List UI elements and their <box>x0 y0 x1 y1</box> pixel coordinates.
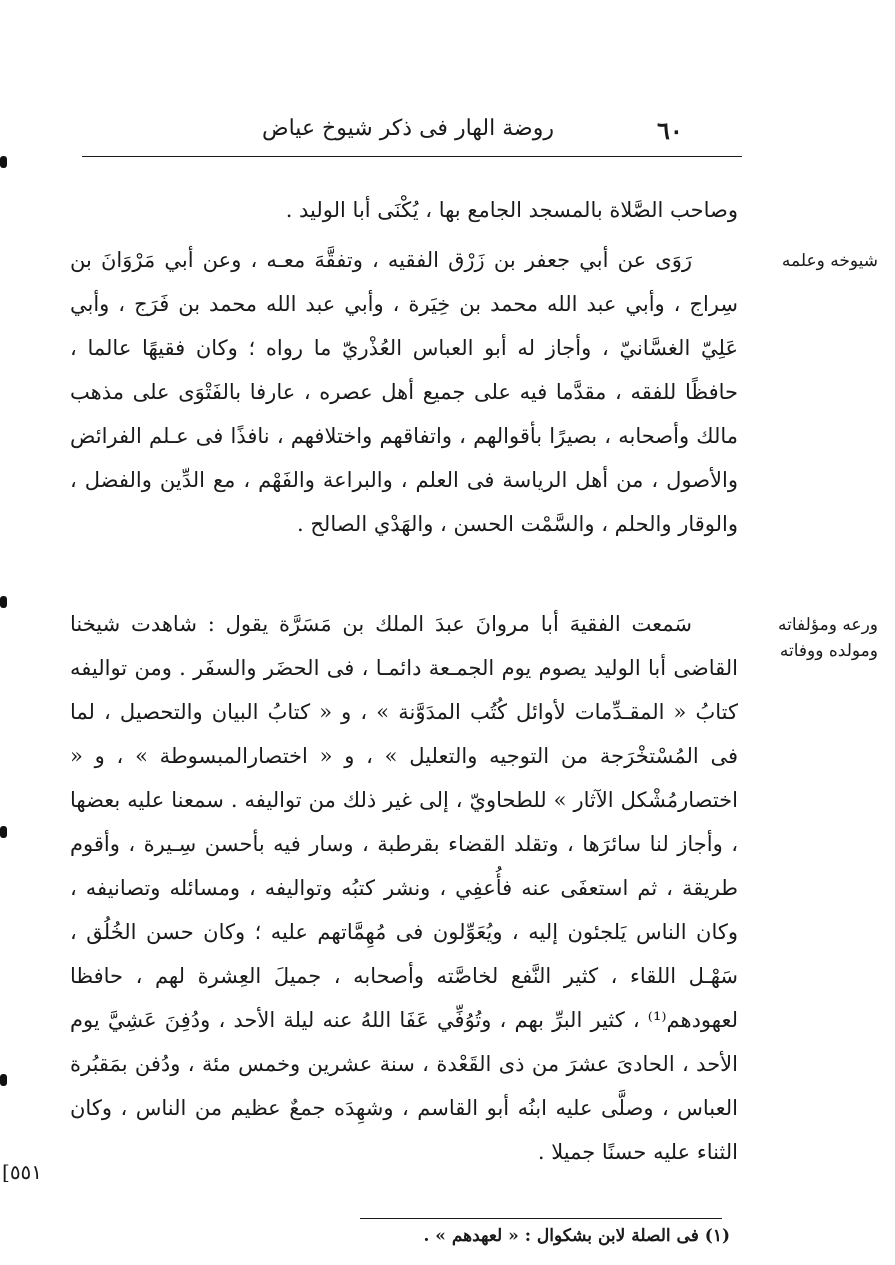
scan-edge-mark <box>0 596 7 608</box>
page-number: ٦٠ <box>657 116 683 145</box>
original-page-reference: [٥٥١ <box>2 1160 43 1184</box>
scan-edge-mark <box>0 826 7 838</box>
margin-note-piety: ورعه ومؤلفاته ومولده ووفاته <box>778 615 878 661</box>
paragraph-intro <box>70 188 738 232</box>
footnote-rule <box>360 1218 722 1219</box>
paragraph-teachers-text: رَوَى عن أبي جعفر بن زَرْق الفقيه ، وتفقَّهَ معـه ، وعن أبي مَرْوَانَ بن سِراج ، وأبي عبد الله محمد بن خِيَرة ، وأبي عبد الله محمد بن فَرَج ، وأبي عَلِيّ الغسَّانيّ ، وأجاز له أبو العباس العُذْريّ ما رواه ؛ وكان فقيهًا عالما ، حافظًا للفقه ، مقدَّما فيه على جميع أهل عصره ، عارفا بالفَتْوَى على مذهب مالك وأصحابه ، بصيرًا بأقوالهم ، واتفاقهم واختلافهم ، نافذًا فى عـلم الفرائض والأصول ، من أهل الرياسة فى العلم ، والبراعة والفَهْم ، مع الدِّين والفضل ، والوقار والحلم ، والسَّمْت الحسن ، والهَدْي الصالح . <box>70 248 738 536</box>
paragraph-intro-text: وصاحب الصَّلاة بالمسجد الجامع بها ، يُكْنَى أبا الوليد . <box>285 198 738 222</box>
paragraph-piety <box>70 602 738 1174</box>
scan-edge-mark <box>0 1074 7 1086</box>
header-rule <box>82 156 742 157</box>
margin-note-teachers: شيوخه وعلمه <box>781 251 878 271</box>
scan-edge-mark <box>0 156 7 168</box>
page-header <box>82 112 742 152</box>
running-title: روضة الهار فى ذكر شيوخ عياض <box>262 116 554 141</box>
footnote: (١) فى الصلة لابن بشكوال : « لعهدهم » . <box>423 1226 730 1246</box>
paragraph-piety-text: سَمعت الفقيهَ أبا مروانَ عبدَ الملك بن مَسَرَّة يقول : شاهدت شيخنا القاضى أبا الوليد يصوم يوم الجمـعة دائمـا ، فى الحضَر والسفَر . ومن تواليفه كتابُ « المقـدِّمات لأوائل كُتُب المدَوَّنة » ، و « كتابُ البيان والتحصيل ، لما فى المُسْتخْرَجة من التوجيه والتعليل » ، و « اختصارالمبسوطة » ، و « اختصارمُشْكل الآثار » للطحاويّ ، إلى غير ذلك من تواليفه . سمعنا عليه بعضها ، وأجاز لنا سائرَها ، وتقلد القضاء بقرطبة ، وسار فيه بأحسن سِـيرة ، وأقوم طريقة ، ثم استعفَى عنه فأُعفِي ، ونشر كتبُه وتواليفه ، ومسائله وتصانيفه ، وكان الناس يَلجئون إليه ، ويُعَوِّلون فى مُهِمَّاتهم عليه ؛ وكان حسن الخُلُق ، سَهْـل اللقاء ، كثير النَّفع لخاصَّته وأصحابه ، جميلَ العِشرة لهم ، حافظا لعهودهم⁽¹⁾ ، كثير البرِّ بهم ، وتُوُفِّي عَفَا اللهُ عنه ليلة الأحد ، ودُفِنَ عَشِيَّ يوم الأحد ، الحادىَ عشرَ من ذى القَعْدة ، سنة عشرين وخمس مئة ، ودُفن بمَقبُرة العباس ، وصلَّى عليه ابنُه أبو القاسم ، وشهِدَه جمعٌ عظيم من الناس ، وكان الثناء عليه حسنًا جميلا . <box>70 612 738 1164</box>
paragraph-teachers <box>70 238 738 546</box>
